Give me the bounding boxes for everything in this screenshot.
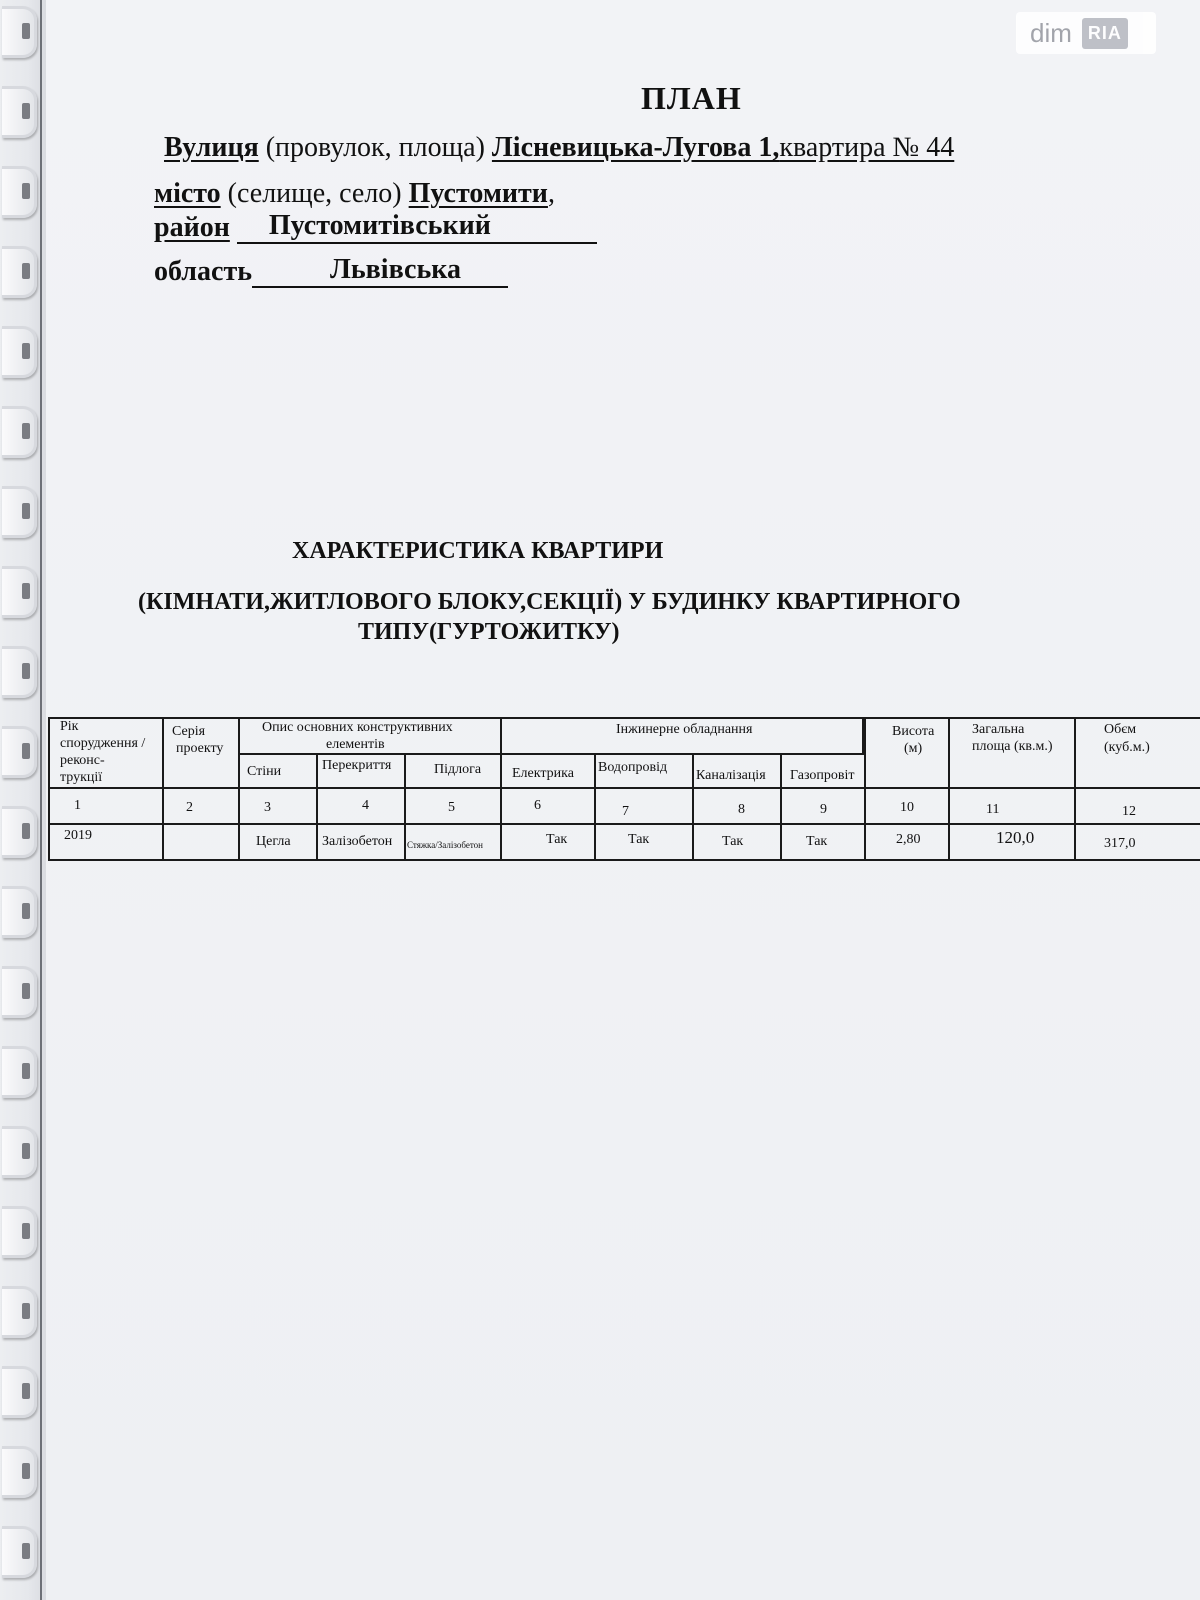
district-underline-pre	[237, 242, 251, 244]
row-height: 2,80	[896, 832, 921, 847]
num-4: 4	[362, 798, 369, 813]
row-gas-cell	[780, 823, 866, 861]
row-area: 120,0	[996, 828, 1035, 847]
num-cell-10	[864, 787, 950, 825]
binding-ring	[2, 1046, 37, 1098]
binding-ring	[2, 6, 37, 58]
row-walls: Цегла	[256, 834, 291, 849]
watermark-logo	[1016, 12, 1156, 54]
header-year-line2: спорудження /	[60, 736, 146, 751]
binding-ring	[2, 166, 37, 218]
header-sewer: Каналізація	[696, 768, 766, 783]
header-gas: Газопровіт	[790, 768, 855, 783]
row-water-cell	[594, 823, 694, 861]
header-height-line1: Висота	[892, 724, 935, 739]
num-cell-8	[692, 787, 782, 825]
binding-ring	[2, 726, 37, 778]
num-cell-11	[948, 787, 1076, 825]
street-label: Вулиця	[164, 132, 259, 163]
header-construct-cell	[238, 717, 502, 755]
num-6: 6	[534, 798, 541, 813]
binding-ring	[2, 566, 37, 618]
row-water: Так	[628, 832, 650, 847]
header-volume-line2: (куб.м.)	[1104, 740, 1150, 755]
header-engineering-cell	[500, 717, 864, 755]
region-value: Львівська	[252, 254, 508, 288]
header-construct-line1: Опис основних конструктивних	[262, 720, 453, 735]
row-area-cell	[948, 823, 1076, 861]
num-cell-12	[1074, 787, 1200, 825]
header-floor: Підлога	[434, 762, 482, 777]
header-walls-cell	[238, 753, 318, 789]
city-comma: ,	[547, 178, 555, 209]
num-2: 2	[186, 800, 193, 815]
row-sewer: Так	[722, 834, 744, 849]
row-electricity: Так	[546, 832, 568, 847]
binding-ring	[2, 1126, 37, 1178]
num-cell-3	[238, 787, 318, 825]
street-alt-label: (провулок, площа)	[258, 132, 492, 163]
page-edge	[40, 0, 42, 1600]
header-engineering: Інжинерне обладнання	[616, 722, 753, 737]
header-height-cell	[864, 717, 950, 789]
num-5: 5	[448, 800, 455, 815]
city-label: місто	[154, 178, 221, 209]
binding-ring	[2, 486, 37, 538]
row-ceiling: Залізобетон	[322, 834, 393, 849]
watermark-dim-text: dim	[1030, 17, 1072, 48]
header-series-line1: Серія	[172, 724, 206, 739]
document-page	[46, 0, 1200, 1600]
binding-ring	[2, 1366, 37, 1418]
num-cell-7	[594, 787, 694, 825]
header-water: Водопровід	[598, 760, 668, 775]
header-gas-cell	[780, 753, 866, 789]
header-electricity: Електрика	[512, 766, 574, 781]
row-walls-cell	[238, 823, 318, 861]
num-7: 7	[622, 804, 629, 819]
binding-ring	[2, 1206, 37, 1258]
district-value: Пустомитівський	[251, 210, 535, 244]
header-year-line3: реконс-	[60, 753, 105, 768]
street-value: Лісневицька-Лугова 1,	[491, 132, 780, 163]
binding-ring	[2, 966, 37, 1018]
header-sewer-cell	[692, 753, 782, 789]
row-gas: Так	[806, 834, 828, 849]
city-line	[154, 178, 555, 210]
num-cell-2	[162, 787, 240, 825]
binding-ring	[2, 86, 37, 138]
num-cell-9	[780, 787, 866, 825]
header-electricity-cell	[500, 753, 596, 789]
district-underline-post	[535, 242, 597, 244]
row-floor: Стяжка/Залізобетон	[407, 840, 483, 850]
characteristics-heading: ХАРАКТЕРИСТИКА КВАРТИРИ	[292, 538, 664, 564]
row-volume-cell	[1074, 823, 1200, 861]
num-cell-1	[48, 787, 164, 825]
binding-ring	[2, 646, 37, 698]
num-10: 10	[900, 800, 914, 815]
characteristics-subheading-2: ТИПУ(ГУРТОЖИТКУ)	[358, 619, 620, 645]
num-11: 11	[986, 802, 1000, 817]
binding-ring	[2, 326, 37, 378]
header-construct-line2: елементів	[326, 737, 385, 752]
header-floor-cell	[404, 753, 502, 789]
city-alt-label: (селище, село)	[220, 178, 409, 209]
header-water-cell	[594, 753, 694, 789]
header-area-cell	[948, 717, 1076, 789]
street-line	[164, 132, 954, 164]
num-8: 8	[738, 802, 745, 817]
region-label: область	[154, 256, 252, 287]
row-year-cell	[48, 823, 164, 861]
num-cell-6	[500, 787, 596, 825]
header-volume-cell	[1074, 717, 1200, 789]
header-year-cell	[48, 717, 164, 789]
row-electricity-cell	[500, 823, 596, 861]
row-volume: 317,0	[1104, 836, 1136, 851]
spiral-binding	[0, 0, 46, 1600]
binding-ring	[2, 1286, 37, 1338]
characteristics-table	[46, 717, 1200, 862]
row-series-cell	[162, 823, 240, 861]
num-12: 12	[1122, 804, 1136, 819]
num-cell-4	[316, 787, 406, 825]
row-year: 2019	[64, 828, 92, 843]
header-area-line1: Загальна	[972, 722, 1025, 737]
num-cell-5	[404, 787, 502, 825]
header-height-line2: (м)	[904, 741, 923, 756]
header-ceiling-cell	[316, 753, 406, 789]
num-9: 9	[820, 802, 827, 817]
watermark-ria-badge: RIA	[1082, 18, 1128, 49]
district-line	[154, 210, 597, 244]
apartment-label: квартира № 44	[779, 132, 955, 163]
header-volume-line1: Обєм	[1104, 722, 1137, 737]
plan-title: ПЛАН	[641, 80, 742, 116]
binding-ring	[2, 1526, 37, 1578]
row-height-cell	[864, 823, 950, 861]
row-sewer-cell	[692, 823, 782, 861]
row-ceiling-cell	[316, 823, 406, 861]
header-ceiling: Перекриття	[322, 758, 392, 773]
region-line	[154, 254, 508, 288]
header-series-line2: проекту	[176, 741, 224, 756]
binding-ring	[2, 1446, 37, 1498]
row-floor-cell	[404, 823, 502, 861]
binding-ring	[2, 406, 37, 458]
district-label: район	[154, 212, 230, 243]
header-series-cell	[162, 717, 240, 789]
binding-ring	[2, 806, 37, 858]
num-3: 3	[264, 800, 271, 815]
header-year-line4: трукції	[60, 770, 103, 785]
city-value: Пустомити	[408, 178, 548, 209]
num-1: 1	[74, 798, 81, 813]
header-walls: Стіни	[247, 764, 282, 779]
binding-ring	[2, 886, 37, 938]
binding-ring	[2, 246, 37, 298]
header-area-line2: площа (кв.м.)	[972, 739, 1053, 754]
characteristics-subheading: (КІМНАТИ,ЖИТЛОВОГО БЛОКУ,СЕКЦІЇ) У БУДИНКУ КВАРТИРНОГО	[138, 589, 961, 615]
header-year-line1: Рік	[60, 719, 79, 734]
